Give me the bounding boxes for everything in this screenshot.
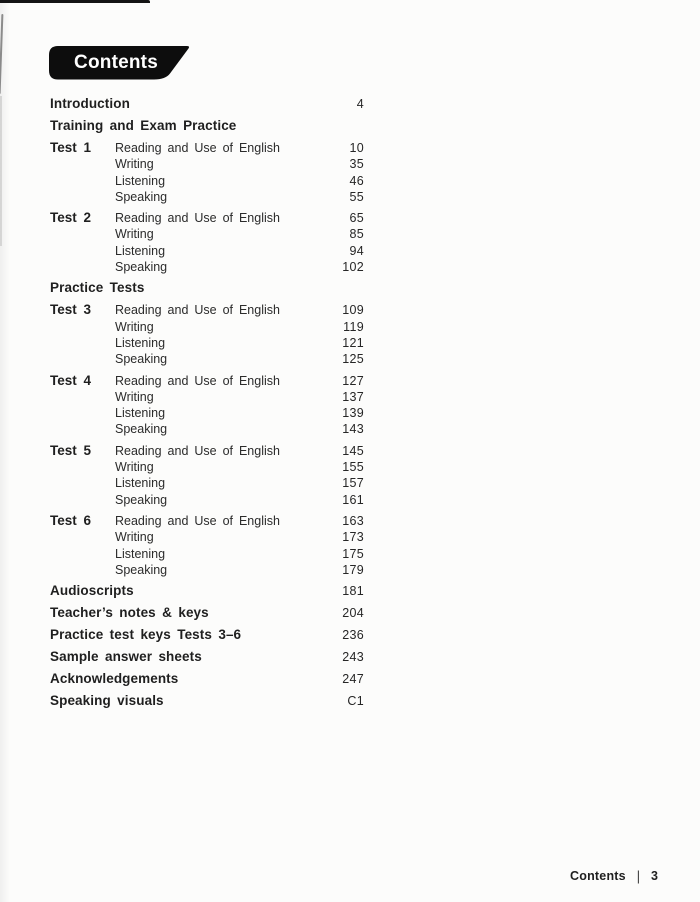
toc-entry-page-number: 181: [342, 584, 364, 599]
toc-item-row: [115, 562, 364, 578]
toc-item-page-number: 46: [349, 173, 364, 188]
toc-test-label: Test 1: [50, 140, 92, 155]
toc-entry-row: [50, 671, 364, 687]
toc-test-items: [115, 373, 364, 438]
toc-item-row: [115, 140, 364, 156]
footer-separator: |: [636, 868, 641, 884]
toc-item-row: [115, 351, 364, 367]
toc-test-items: [115, 140, 364, 205]
scan-artifact-left-scratch: [0, 14, 3, 94]
toc-item-label: Writing: [115, 319, 154, 334]
toc-item-page-number: 161: [342, 492, 364, 507]
toc-entry-page-number: 236: [342, 628, 364, 643]
toc-entry-label: Audioscripts: [50, 583, 134, 599]
toc-section-heading: [50, 280, 364, 296]
toc-item-row: [115, 210, 364, 226]
toc-item-label: Reading and Use of English: [115, 443, 280, 458]
page-footer: [570, 869, 658, 883]
toc-item-label: Reading and Use of English: [115, 211, 280, 226]
toc-item-page-number: 157: [342, 476, 364, 491]
toc-item-label: Speaking: [115, 352, 168, 367]
toc-entry-row: [50, 96, 364, 112]
toc-item-row: [115, 173, 364, 189]
toc-item-label: Speaking: [115, 260, 168, 275]
toc-test-items: [115, 210, 364, 275]
toc-test-block: [50, 302, 364, 367]
toc-item-page-number: 85: [349, 227, 364, 242]
toc-item-label: Listening: [115, 173, 166, 188]
footer-page-number: 3: [651, 869, 658, 883]
toc-entry-page-number: 243: [342, 650, 364, 665]
toc-item-row: [115, 302, 364, 318]
toc-item-page-number: 143: [342, 422, 364, 437]
toc-item-page-number: 163: [342, 513, 364, 528]
toc-entry-label: Practice Tests: [50, 280, 145, 296]
toc-entry-page-number: 204: [342, 606, 364, 621]
toc-item-page-number: 119: [343, 319, 364, 334]
toc-test-label: Test 3: [50, 302, 92, 318]
toc-item-label: Reading and Use of English: [115, 513, 280, 528]
toc-test-label: Test 4: [50, 372, 92, 388]
toc-test-block: [50, 210, 364, 275]
toc-entry-row: [50, 605, 364, 621]
toc-item-label: Speaking: [115, 562, 168, 577]
toc-item-row: [115, 513, 364, 529]
toc-item-page-number: 173: [342, 530, 364, 545]
toc-item-row: [115, 156, 364, 172]
toc-item-row: [115, 529, 364, 545]
toc-item-label: Writing: [115, 389, 154, 404]
toc-entry-label: Teacher’s notes & keys: [50, 605, 209, 621]
toc-item-label: Listening: [115, 335, 166, 350]
toc-item-page-number: 94: [349, 243, 364, 258]
toc-test-label: Test 2: [50, 210, 92, 226]
toc-item-row: [115, 475, 364, 491]
toc-item-label: Listening: [115, 546, 166, 561]
toc-test-label: Test 6: [50, 512, 92, 528]
toc-item-row: [115, 389, 364, 405]
toc-item-row: [115, 319, 364, 335]
toc-entry-label: Practice test keys Tests 3–6: [50, 627, 242, 643]
footer-section-label: Contents: [570, 869, 626, 883]
toc-item-row: [115, 405, 364, 421]
toc-item-label: Speaking: [115, 422, 168, 437]
toc-item-row: [115, 373, 364, 389]
table-of-contents: [50, 96, 364, 715]
toc-entry-label: Introduction: [50, 96, 130, 111]
scan-artifact-top-bar: [0, 0, 150, 3]
toc-item-page-number: 127: [342, 373, 364, 388]
toc-item-page-number: 155: [342, 460, 364, 475]
page-title: Contents: [74, 51, 158, 73]
toc-item-label: Reading and Use of English: [115, 141, 280, 155]
toc-item-row: [115, 459, 364, 475]
toc-item-row: [115, 335, 364, 351]
toc-item-label: Reading and Use of English: [115, 303, 280, 318]
toc-entry-page-number: C1: [347, 694, 364, 709]
toc-item-label: Writing: [115, 157, 154, 172]
toc-item-row: [115, 443, 364, 459]
toc-item-row: [115, 546, 364, 562]
toc-item-page-number: 35: [349, 157, 364, 172]
toc-item-page-number: 102: [342, 260, 364, 275]
toc-item-row: [115, 226, 364, 242]
toc-item-page-number: 121: [342, 335, 364, 350]
toc-item-row: [115, 492, 364, 508]
toc-test-items: [115, 443, 364, 508]
toc-item-label: Listening: [115, 476, 166, 491]
toc-item-page-number: 109: [342, 303, 364, 318]
toc-test-label: Test 5: [50, 442, 92, 458]
toc-test-items: [115, 513, 364, 578]
toc-item-page-number: 55: [349, 189, 364, 204]
toc-item-row: [115, 243, 364, 259]
toc-item-row: [115, 421, 364, 437]
toc-test-items: [115, 302, 364, 367]
toc-item-label: Writing: [115, 530, 154, 545]
toc-item-row: [115, 189, 364, 205]
toc-item-label: Writing: [115, 460, 154, 475]
toc-item-label: Writing: [115, 227, 154, 242]
toc-item-label: Listening: [115, 243, 166, 258]
toc-item-label: Listening: [115, 406, 166, 421]
toc-item-page-number: 65: [349, 211, 364, 226]
toc-entry-row: [50, 583, 364, 599]
toc-entry-label: Speaking visuals: [50, 693, 164, 709]
toc-item-page-number: 145: [342, 443, 364, 458]
toc-item-page-number: 179: [342, 562, 364, 577]
toc-item-label: Reading and Use of English: [115, 373, 280, 388]
toc-test-block: [50, 443, 364, 508]
toc-item-page-number: 10: [349, 141, 364, 155]
toc-entry-label: Sample answer sheets: [50, 649, 202, 665]
toc-test-block: [50, 140, 364, 205]
toc-item-page-number: 125: [342, 352, 364, 367]
contents-banner: [49, 46, 190, 80]
toc-item-page-number: 137: [342, 389, 364, 404]
toc-entry-page-number: 4: [356, 97, 364, 111]
toc-entry-row: [50, 693, 364, 709]
toc-item-row: [115, 259, 364, 275]
toc-test-block: [50, 373, 364, 438]
toc-entry-row: [50, 649, 364, 665]
scan-artifact-left-faint: [0, 96, 2, 246]
toc-test-block: [50, 513, 364, 578]
toc-entry-page-number: 247: [342, 672, 364, 687]
toc-item-label: Speaking: [115, 492, 168, 507]
toc-item-page-number: 175: [342, 546, 364, 561]
toc-item-page-number: 139: [342, 406, 364, 421]
toc-section-heading: [50, 118, 364, 134]
toc-entry-row: [50, 627, 364, 643]
toc-entry-label: Acknowledgements: [50, 671, 179, 687]
toc-entry-label: Training and Exam Practice: [50, 118, 237, 133]
toc-item-label: Speaking: [115, 189, 168, 204]
